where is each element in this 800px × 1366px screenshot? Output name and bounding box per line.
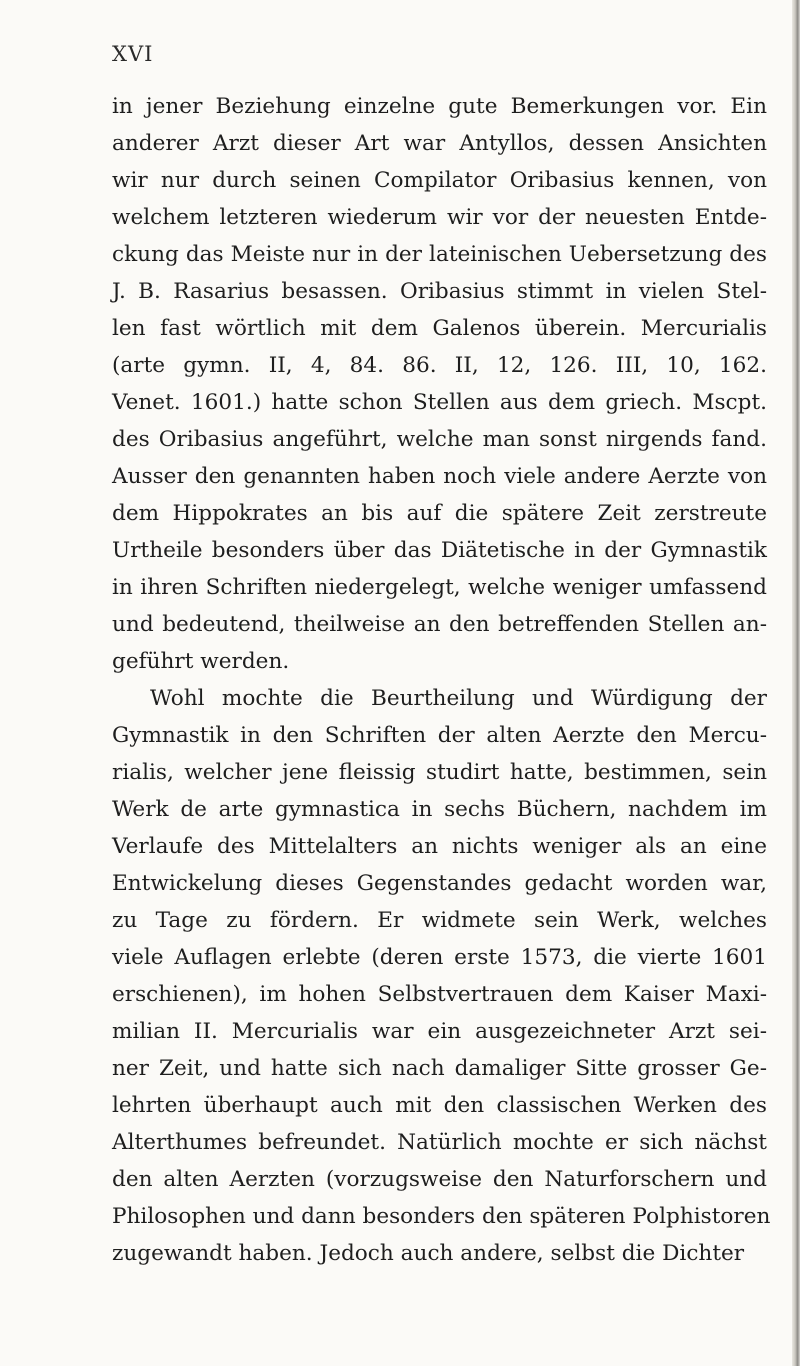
- text-line: und bedeutend, theilweise an den betreffenden Stellen an-: [112, 612, 767, 637]
- text-line: Venet. 1601.) hatte schon Stellen aus dem griech. Mscpt.: [112, 390, 767, 415]
- text-line: wir nur durch seinen Compilator Oribasius kennen, von: [112, 168, 767, 193]
- text-line: zugewandt haben. Jedoch auch andere, selbst die Dichter: [112, 1241, 745, 1266]
- text-line: dem Hippokrates an bis auf die spätere Zeit zerstreute: [112, 501, 767, 526]
- text-line: ner Zeit, und hatte sich nach damaliger Sitte grosser Ge-: [112, 1056, 767, 1081]
- text-line: ckung das Meiste nur in der lateinischen Uebersetzung des: [112, 242, 767, 267]
- text-line: lehrten überhaupt auch mit den classischen Werken des: [112, 1093, 767, 1118]
- text-line: milian II. Mercurialis war ein ausgezeichneter Arzt sei-: [112, 1019, 767, 1044]
- text-line: len fast wörtlich mit dem Galenos überein. Mercurialis: [112, 316, 767, 341]
- text-line: Entwickelung dieses Gegenstandes gedacht worden war,: [112, 871, 767, 896]
- text-line: Verlaufe des Mittelalters an nichts weniger als an eine: [112, 834, 767, 859]
- paragraph-1: [112, 88, 767, 680]
- text-line: in jener Beziehung einzelne gute Bemerkungen vor. Ein: [112, 94, 767, 119]
- body-text: [112, 88, 771, 1272]
- text-line: Wohl mochte die Beurtheilung und Würdigung der: [150, 686, 767, 711]
- text-line: rialis, welcher jene fleissig studirt hatte, bestimmen, sein: [112, 760, 767, 785]
- paragraph-2: [112, 680, 771, 1272]
- text-line: in ihren Schriften niedergelegt, welche weniger umfassend: [112, 575, 767, 600]
- text-line: Ausser den genannten haben noch viele andere Aerzte von: [112, 464, 767, 489]
- text-line: zu Tage zu fördern. Er widmete sein Werk, welches: [112, 908, 767, 933]
- page-number: XVI: [112, 42, 154, 66]
- text-line: viele Auflagen erlebte (deren erste 1573, die vierte 1601: [112, 945, 767, 970]
- text-line: Gymnastik in den Schriften der alten Aerzte den Mercu-: [112, 723, 767, 748]
- text-line: des Oribasius angeführt, welche man sonst nirgends fand.: [112, 427, 767, 452]
- text-line: welchem letzteren wiederum wir vor der neuesten Entde-: [112, 205, 767, 230]
- text-line: Werk de arte gymnastica in sechs Büchern, nachdem im: [112, 797, 767, 822]
- text-line: Philosophen und dann besonders den späteren Polphistoren: [112, 1204, 771, 1229]
- text-line: erschienen), im hohen Selbstvertrauen dem Kaiser Maxi-: [112, 982, 767, 1007]
- text-line: geführt werden.: [112, 649, 290, 674]
- page-edge-shadow: [792, 0, 800, 1366]
- text-line: Alterthumes befreundet. Natürlich mochte er sich nächst: [112, 1130, 767, 1155]
- text-line: J. B. Rasarius besassen. Oribasius stimmt in vielen Stel-: [112, 279, 767, 304]
- text-line: (arte gymn. II, 4, 84. 86. II, 12, 126. III, 10, 162.: [112, 353, 767, 378]
- text-line: den alten Aerzten (vorzugsweise den Naturforschern und: [112, 1167, 767, 1192]
- text-line: Urtheile besonders über das Diätetische in der Gymnastik: [112, 538, 767, 563]
- text-line: anderer Arzt dieser Art war Antyllos, dessen Ansichten: [112, 131, 767, 156]
